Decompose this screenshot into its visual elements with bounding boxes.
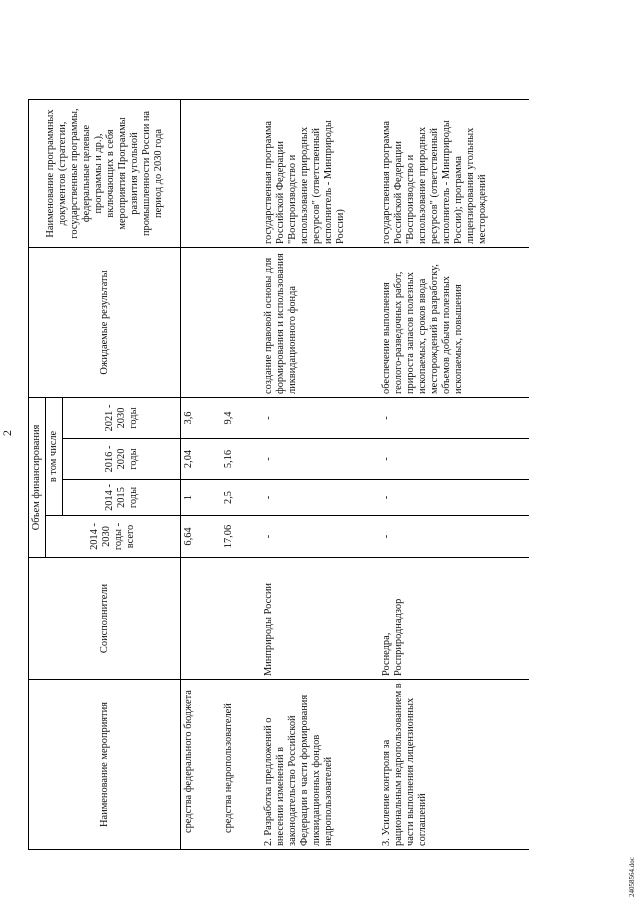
- footer-file-code: 24058564.doc: [628, 857, 636, 897]
- table-row: [181, 100, 221, 850]
- results-cell: [221, 248, 261, 398]
- coexecutors-cell: Минприроды России: [261, 558, 379, 680]
- results-cell: [181, 248, 221, 398]
- period3-cell: -: [261, 398, 379, 439]
- header-total: 2014 - 2030 годы - всего: [46, 516, 181, 558]
- header-measure: Наименование мероприятия: [29, 680, 181, 850]
- page-number: 2: [0, 430, 14, 436]
- header-funding: Объем финансирования: [29, 398, 46, 558]
- program-docs-cell: государственная программа Российской Федерации "Воспроизводство и использование природных ресурсов" (ответственный исполнитель - Минприроды России); программа лицензирования угольных месторождений: [379, 100, 529, 248]
- coexecutors-cell: Роснедра, Росприроднадзор: [379, 558, 529, 680]
- header-period-2016-2020: 2016 - 2020 годы: [63, 439, 181, 480]
- header-period-2014-2015: 2014 - 2015 годы: [63, 480, 181, 516]
- period1-cell: 1: [181, 480, 221, 516]
- table-row: [221, 100, 261, 850]
- period1-cell: 2,5: [221, 480, 261, 516]
- period3-cell: -: [379, 398, 529, 439]
- program-docs-cell: [181, 100, 221, 248]
- header-including: в том числе: [46, 398, 63, 516]
- header-period-2021-2030: 2021 - 2030 годы: [63, 398, 181, 439]
- table-row: [261, 100, 379, 850]
- header-program-docs: Наименование программных документов (стратегии, государственные программы, федеральные целевые программы и др.), включающих в себя мероприятия Программы развития угольной промышленности России на период до 2030 года: [29, 100, 181, 248]
- results-cell: обеспечение выполнения геолого-разведочных работ, прироста запасов полезных ископаемых, сроков ввода месторождений в разработку, объемов добычи полезных ископаемых, повышения: [379, 248, 529, 398]
- header-coexecutors: Соисполнители: [29, 558, 181, 680]
- program-measures-table: [28, 99, 529, 850]
- measure-cell: средства недропользователей: [221, 680, 261, 850]
- coexecutors-cell: [181, 558, 221, 680]
- total-cell: -: [379, 516, 529, 558]
- measure-cell: средства федерального бюджета: [181, 680, 221, 850]
- program-docs-cell: [221, 100, 261, 248]
- measure-cell: 2. Разработка предложений о внесении изменений в законодательство Российской Федерации в части формирования ликвидационных фондов недропользователей: [261, 680, 379, 850]
- results-cell: создание правовой основы для формирования и использования ликвидационного фонда: [261, 248, 379, 398]
- table-row: [379, 100, 529, 850]
- total-cell: 6,64: [181, 516, 221, 558]
- period1-cell: -: [261, 480, 379, 516]
- measure-cell: 3. Усиление контроля за рациональным недропользованием в части выполнения лицензионных соглашений: [379, 680, 529, 850]
- period2-cell: -: [379, 439, 529, 480]
- period2-cell: 5,16: [221, 439, 261, 480]
- total-cell: -: [261, 516, 379, 558]
- header-results: Ожидаемые результаты: [29, 248, 181, 398]
- period3-cell: 9,4: [221, 398, 261, 439]
- period2-cell: -: [261, 439, 379, 480]
- period1-cell: -: [379, 480, 529, 516]
- total-cell: 17,06: [221, 516, 261, 558]
- period3-cell: 3,6: [181, 398, 221, 439]
- program-docs-cell: государственная программа Российской Федерации "Воспроизводство и использование природных ресурсов" (ответственный исполнитель - Минприроды России): [261, 100, 379, 248]
- coexecutors-cell: [221, 558, 261, 680]
- period2-cell: 2,04: [181, 439, 221, 480]
